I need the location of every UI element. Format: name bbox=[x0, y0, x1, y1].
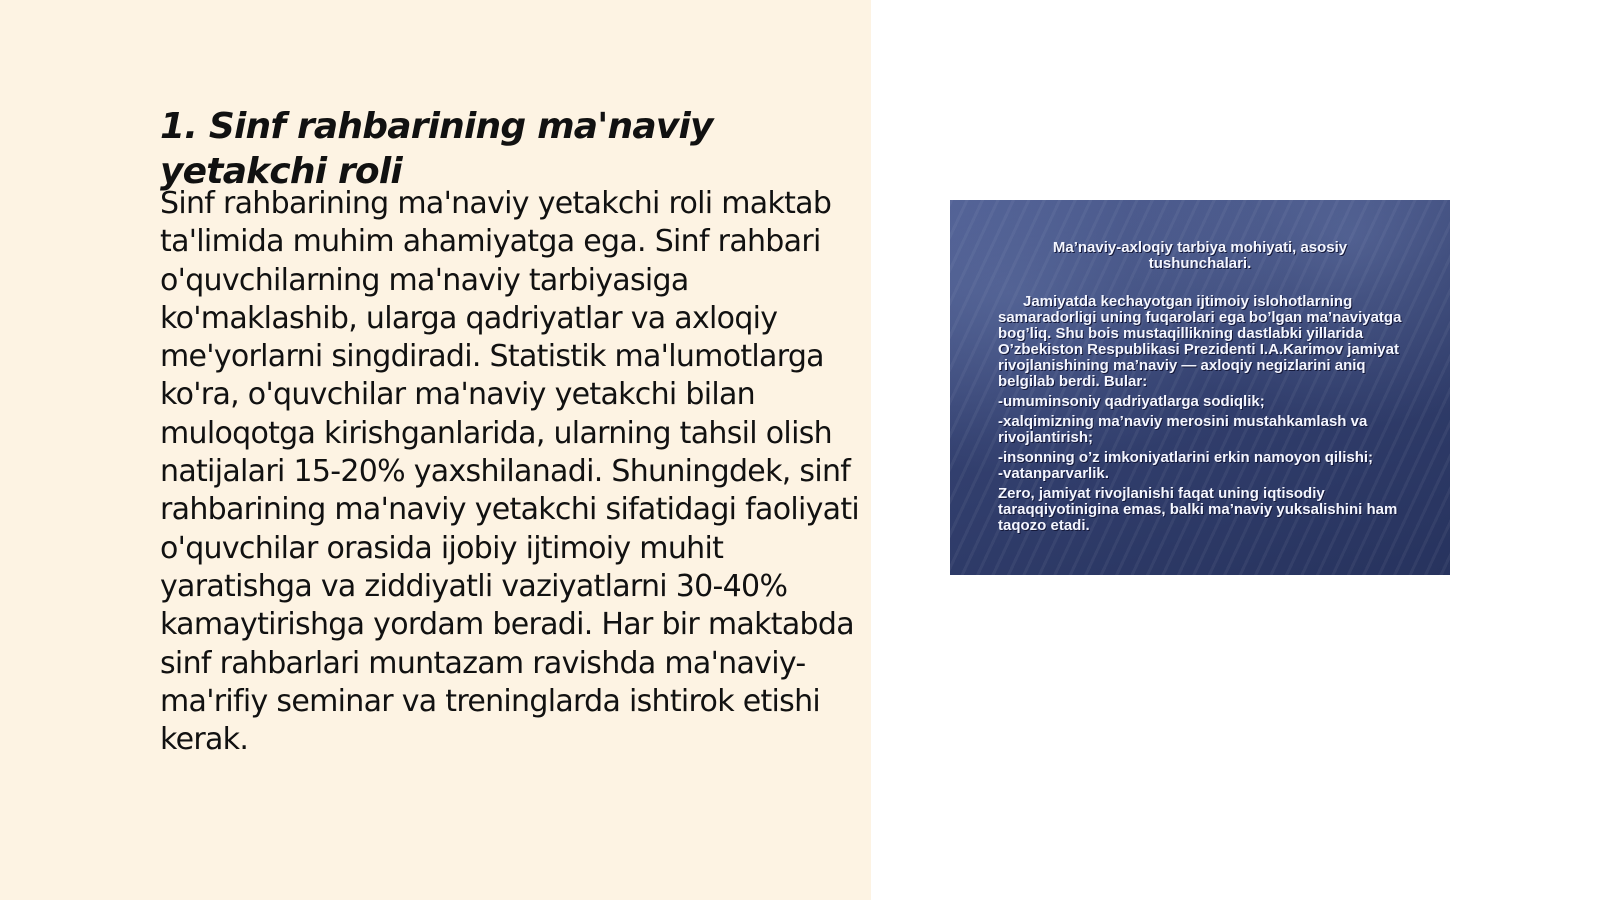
image-list-item: -xalqimizning ma’naviy merosini mustahkamlash va rivojlantirish; bbox=[998, 413, 1368, 446]
image-intro-paragraph: Jamiyatda kechayotgan ijtimoiy islohotlarning samaradorligi uning fuqarolari ega bo’lgan ma’naviyatga bog’liq. Shu bois mustaqillikning dastlabki yillarida O’zbekiston Respublikasi Prezidenti I.A.Karimov jamiyat rivojlanishining ma’naviy — axloqiy negizlarini aniq belgilab berdi. Bular: bbox=[998, 293, 1402, 390]
image-conclusion-paragraph: Zero, jamiyat rivojlanishi faqat uning iqtisodiy taraqqiyotinigina emas, balki ma’naviy yuksalishini ham taqozo etadi. bbox=[998, 485, 1398, 534]
image-list-item: -vatanparvarlik. bbox=[998, 465, 1109, 482]
embedded-slide-image bbox=[950, 200, 1450, 575]
image-list-item: -umuminsoniy qadriyatlarga sodiqlik; bbox=[998, 393, 1265, 410]
slide-title: 1. Sinf rahbarining ma'naviy yetakchi roli bbox=[160, 106, 713, 192]
image-title: Ma’naviy-axloqiy tarbiya mohiyati, asosiy tushunchalari. bbox=[1052, 239, 1348, 272]
slide-body-text: Sinf rahbarining ma'naviy yetakchi roli maktab ta'limida muhim ahamiyatga ega. Sinf rahbari o'quvchilarning ma'naviy tarbiyasiga ko'maklashib, ularga qadriyatlar va axloqiy me'yorlarni singdiradi. Statistik ma'lumotlarga ko'ra, o'quvchilar ma'naviy yetakchi bilan muloqotga kirishganlarida, ularning tahsil olish natijalari 15-20% yaxshilanadi. Shuningdek, sinf rahbarining ma'naviy yetakchi sifatidagi faoliyati o'quvchilar orasida ijobiy ijtimoiy muhit yaratishga va ziddiyatli vaziyatlarni 30-40% kamaytirishga yordam beradi. Har bir maktabda sinf rahbarlari muntazam ravishda ma'naviy-ma'rifiy seminar va treninglarda ishtirok etishi kerak. bbox=[160, 186, 860, 758]
image-content bbox=[998, 294, 1423, 534]
image-list-item: -insonning o’z imkoniyatlarini erkin namoyon qilishi; bbox=[998, 449, 1374, 466]
